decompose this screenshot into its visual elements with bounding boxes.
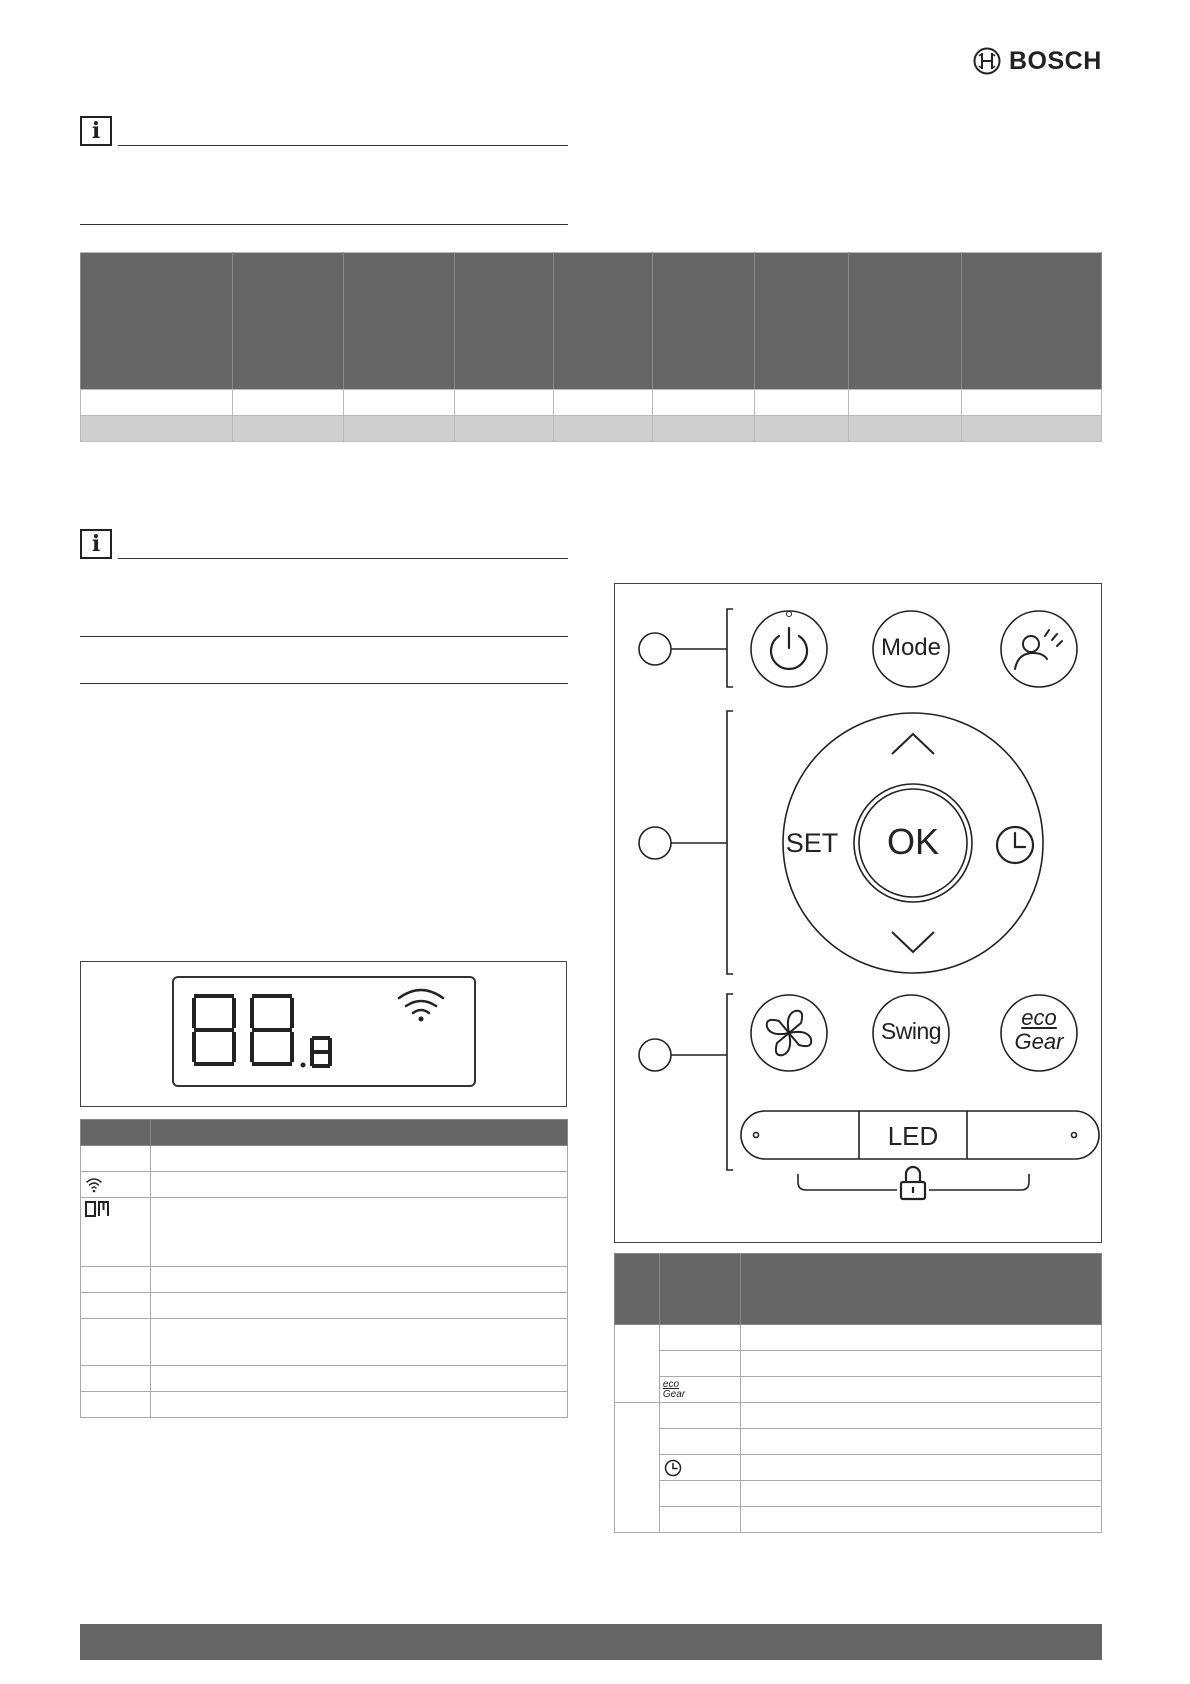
bosch-logo: [973, 44, 1113, 78]
note-rule-top: [118, 145, 568, 146]
table-row: [81, 390, 1102, 416]
table-row: [81, 1172, 568, 1198]
led-button[interactable]: LED: [887, 1121, 939, 1151]
header-cell: [454, 253, 553, 390]
table-row: [81, 1146, 568, 1172]
table-row: [81, 1392, 568, 1418]
power-icon: [771, 628, 807, 669]
note-rule-top: [118, 558, 568, 559]
table-row: [615, 1403, 1102, 1429]
table-row: [81, 1366, 568, 1392]
brand-name: BOSCH: [1009, 46, 1102, 75]
table-row: [615, 1377, 1102, 1403]
table-row: [81, 1319, 568, 1366]
header-cell: [81, 253, 233, 390]
table-row: [81, 1198, 568, 1267]
note-rule-mid: [80, 636, 568, 637]
header-cell: [232, 253, 343, 390]
lcd-segments: [174, 978, 474, 1085]
personal-button: [1001, 611, 1077, 687]
table-row: [81, 1267, 568, 1293]
person-icon: [1015, 630, 1062, 669]
lock-icon: [901, 1167, 925, 1199]
lcd-display: [172, 976, 476, 1087]
display-table-header: [81, 1120, 568, 1146]
info-glyph: i: [91, 118, 101, 144]
eco-icon-bottom: Gear: [662, 1388, 686, 1400]
wifi-icon: [399, 990, 443, 1013]
remote-control-figure: [614, 583, 1102, 1243]
table-row: [615, 1481, 1102, 1507]
remote-table-header: [615, 1254, 1102, 1325]
callout-2: [639, 827, 671, 859]
callout-1: [639, 633, 671, 665]
callout-3: [639, 1039, 671, 1071]
fan-icon: [767, 1011, 812, 1056]
header-cell: [343, 253, 454, 390]
info-glyph: i: [91, 531, 101, 557]
clock-icon: [997, 827, 1033, 863]
arrow-down-icon: [892, 932, 934, 952]
mode-label[interactable]: Mode: [880, 634, 942, 661]
footer-bar: [80, 1624, 1102, 1660]
spec-table-header: [81, 253, 1102, 390]
ok-button[interactable]: OK: [886, 821, 939, 862]
header-cell: [849, 253, 962, 390]
remote-table: [614, 1253, 1102, 1533]
table-row: [615, 1507, 1102, 1533]
header-cell: [755, 253, 849, 390]
table-row: [615, 1455, 1102, 1481]
set-button[interactable]: SET: [785, 828, 839, 858]
spec-table: [80, 252, 1102, 442]
info-icon: [80, 116, 112, 146]
swing-label[interactable]: Swing: [880, 1018, 942, 1044]
header-cell: [553, 253, 653, 390]
bosch-armature-icon: [973, 47, 1001, 75]
table-row: [615, 1351, 1102, 1377]
clock-icon: [662, 1457, 684, 1479]
note-rule-bottom: [80, 224, 568, 225]
table-row: [615, 1325, 1102, 1351]
arrow-up-icon: [892, 734, 934, 754]
info-icon: [80, 529, 112, 559]
on-segment-icon: [83, 1198, 113, 1220]
wifi-icon: [83, 1174, 105, 1196]
table-row: [81, 1293, 568, 1319]
remote-drawing: [615, 584, 1100, 1241]
eco-label[interactable]: eco: [1021, 1005, 1057, 1030]
eco-icon-top: eco: [662, 1378, 680, 1390]
header-cell: [962, 253, 1102, 390]
display-table: [80, 1119, 568, 1418]
header-cell: [653, 253, 755, 390]
gear-label[interactable]: Gear: [1014, 1029, 1064, 1054]
table-row: [615, 1429, 1102, 1455]
note-rule-bottom: [80, 683, 568, 684]
table-row: [81, 416, 1102, 442]
